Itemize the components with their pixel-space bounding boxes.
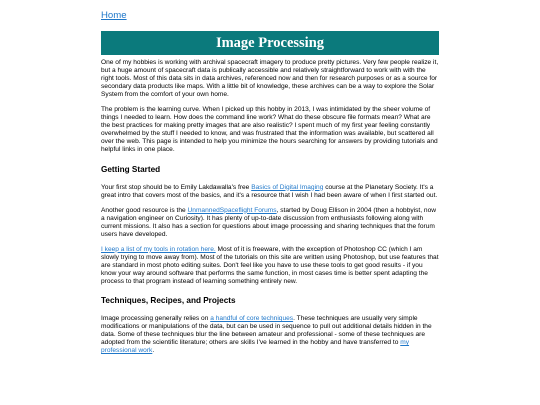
gs-p2-text-after: , started by Doug Ellison in 2004 (then a hobbyist, now a navigation engineer on Curiosity). It has plenty of up-to-date discussion from enthusiasts following along with current missions. It also has a section for questions about image processing and sharing techniques that the forum users have developed. — [101, 206, 437, 238]
getting-started-paragraph-2 — [101, 207, 439, 239]
tech-p1-text-end: . — [152, 347, 155, 355]
article-content — [101, 59, 439, 355]
home-link[interactable]: Home — [101, 10, 127, 21]
getting-started-paragraph-1 — [101, 184, 439, 200]
intro-paragraph-1: One of my hobbies is working with archival spacecraft imagery to produce pretty pictures. Very few people realize it, but a huge amount of spacecraft data is publically accessible and relatively straightforward to work with with the right tools. Most of this data sits in data archives, referenced now and then for research purposes or as a source for secondary data products like maps. With a little bit of knowledge, these archives can be a way to explore the Solar System from the comfort of your own home. — [101, 59, 439, 99]
professional-work-link[interactable]: my professional work — [101, 339, 410, 355]
basics-of-digital-imaging-link[interactable]: Basics of Digital Imaging — [251, 183, 324, 191]
unmannedspaceflight-forums-link[interactable]: UnmannedSpaceflight Forums — [187, 206, 277, 214]
getting-started-paragraph-3 — [101, 246, 439, 286]
gs-p2-text-before: Another good resource is the — [101, 206, 188, 214]
tech-p1-text-before: Image processing generally relies on — [101, 315, 211, 323]
page-title: Image Processing — [215, 35, 325, 51]
title-banner — [101, 31, 439, 55]
tools-list-link[interactable]: I keep a list of my tools in rotation here. — [101, 245, 216, 253]
techniques-paragraph-1 — [101, 315, 439, 355]
core-techniques-link[interactable]: a handful of core techniques — [210, 315, 294, 323]
techniques-heading: Techniques, Recipes, and Projects — [101, 296, 236, 306]
gs-p3-text-after: Most of it is freeware, with the exception of Photoshop CC (which I am slowly trying to move away from). Most of the tutorials on this site are written using Photoshop, but use features that are standard in most photo editing suites. Don't feel like you have to use these tools to get good results - if you know your way around software that performs the same function, in most cases time is better spent adapting the process to that program instead of learning something entirely new. — [101, 245, 439, 285]
tech-p1-text-mid: . These techniques are usually very simple modifications or manipulations of the data, but can be used in sequence to pull out additional details hidden in the data. Some of these techniques blur the line between amateur and professional - some of these techniques are adopted from the scientific literature; others are skills I've learned in the hobby and have transferred to — [101, 315, 432, 347]
intro-paragraph-2: The problem is the learning curve. When I picked up this hobby in 2013, I was intimidated by the sheer volume of things I needed to learn. How does the command line work? What do these obscure file formats mean? What are the best practices for making pretty images that are also realistic? I spent much of my first year feeling constantly overwhelmed by the stuff I needed to know, and was frustrated that the information was available, but scattered all over the web. This page is intended to help you minimize the hours searching for answers by providing tutorials and helpful links in one place. — [101, 106, 438, 154]
gs-p1-text-before: Your first stop should be to Emily Lakdawalla's free — [101, 183, 252, 191]
getting-started-heading: Getting Started — [101, 164, 161, 174]
gs-p1-text-after: course at the Planetary Society. It's a great intro that covers most of the basics, and it's a resource that I wish I had been aware of when I first started out. — [101, 183, 438, 199]
